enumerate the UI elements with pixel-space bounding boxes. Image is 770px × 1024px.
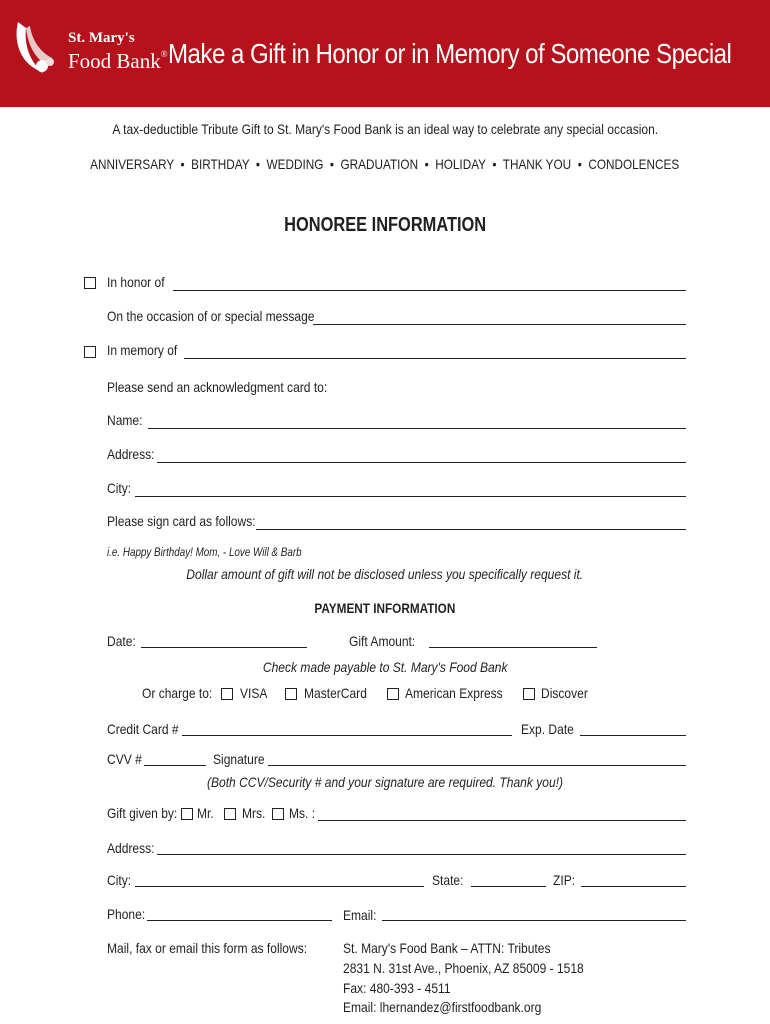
discover-label: Discover: [541, 685, 588, 701]
payment-heading-wrap: [0, 600, 770, 618]
ack-address-label: Address:: [107, 446, 155, 462]
in-honor-field[interactable]: [173, 290, 686, 291]
mr-checkbox[interactable]: [181, 808, 193, 820]
gift-amount-field[interactable]: [429, 647, 597, 648]
mail-line-4[interactable]: Email: lhernandez@firstfoodbank.org: [343, 999, 542, 1015]
ack-address-field[interactable]: [157, 462, 686, 463]
donor-zip-label: ZIP:: [553, 872, 576, 888]
payment-heading: PAYMENT INFORMATION: [314, 600, 456, 616]
ms-checkbox[interactable]: [272, 808, 284, 820]
required-note: (Both CCV/Security # and your signature are required. Thank you!): [206, 774, 564, 790]
credit-card-field[interactable]: [182, 735, 512, 736]
in-honor-checkbox[interactable]: [84, 277, 96, 289]
occasions-list: ANNIVERSARY • BIRTHDAY • WEDDING • GRADUATION • HOLIDAY • THANK YOU • CONDOLENCES: [90, 156, 680, 172]
donor-state-label: State:: [432, 872, 464, 888]
disclosure-wrap: [0, 566, 770, 584]
ms-label: Ms. :: [289, 805, 316, 821]
donor-city-field[interactable]: [135, 886, 424, 887]
ack-name-field[interactable]: [148, 428, 686, 429]
in-honor-label: In honor of: [107, 274, 165, 290]
page-title: Make a Gift in Honor or in Memory of Someone Special: [168, 38, 732, 69]
visa-label: VISA: [240, 685, 268, 701]
occasion-label: On the occasion of or special message: [107, 308, 315, 324]
mail-label: Mail, fax or email this form as follows:: [107, 940, 308, 956]
logo-text-bottom-main: Food Bank: [68, 49, 161, 73]
mail-line-3: Fax: 480-393 - 4511: [343, 980, 451, 996]
sign-field[interactable]: [256, 529, 686, 530]
cvv-label: CVV #: [107, 751, 142, 767]
honoree-heading: HONOREE INFORMATION: [284, 214, 486, 236]
mastercard-label: MasterCard: [304, 685, 367, 701]
cornucopia-icon: [12, 18, 54, 76]
ack-name-label: Name:: [107, 412, 143, 428]
registered-mark: ®: [160, 49, 168, 59]
intro-line: A tax-deductible Tribute Gift to St. Mary's Food Bank is an ideal way to celebrate any special occasion.: [112, 121, 658, 137]
donor-name-field[interactable]: [318, 820, 686, 821]
mail-line-1: St. Mary's Food Bank – ATTN: Tributes: [343, 940, 551, 956]
disclosure-note: Dollar amount of gift will not be disclosed unless you specifically request it.: [186, 566, 584, 582]
in-memory-checkbox[interactable]: [84, 346, 96, 358]
donor-address-label: Address:: [107, 840, 155, 856]
gift-amount-label: Gift Amount:: [349, 633, 416, 649]
date-label: Date:: [107, 633, 136, 649]
charge-label: Or charge to:: [142, 685, 213, 701]
donor-state-field[interactable]: [471, 886, 546, 887]
amex-label: American Express: [405, 685, 503, 701]
in-memory-label: In memory of: [107, 342, 178, 358]
header-banner: [0, 0, 770, 107]
check-note-wrap: [0, 659, 770, 677]
ack-city-label: City:: [107, 480, 132, 496]
ack-city-field[interactable]: [135, 496, 686, 497]
in-memory-field[interactable]: [184, 358, 686, 359]
donor-zip-field[interactable]: [581, 886, 686, 887]
date-field[interactable]: [141, 647, 307, 648]
credit-card-label: Credit Card #: [107, 721, 179, 737]
cvv-field[interactable]: [144, 765, 206, 766]
occasions-wrap: [0, 156, 770, 174]
check-note: Check made payable to St. Mary's Food Bank: [262, 659, 508, 675]
logo-text-top: St. Mary's: [68, 30, 135, 46]
honoree-heading-wrap: [0, 214, 770, 237]
signature-field[interactable]: [268, 765, 686, 766]
donor-email-field[interactable]: [382, 920, 686, 921]
mrs-checkbox[interactable]: [224, 808, 236, 820]
st-marys-logo: [12, 18, 168, 78]
exp-date-field[interactable]: [580, 735, 686, 736]
intro-line-wrap: [0, 121, 770, 139]
mr-label: Mr.: [197, 805, 214, 821]
exp-date-label: Exp. Date: [521, 721, 574, 737]
occasion-field[interactable]: [313, 324, 686, 325]
logo-text-bottom: [68, 49, 168, 74]
amex-checkbox[interactable]: [387, 688, 399, 700]
discover-checkbox[interactable]: [523, 688, 535, 700]
sign-label: Please sign card as follows:: [107, 513, 256, 529]
mrs-label: Mrs.: [242, 805, 266, 821]
mastercard-checkbox[interactable]: [285, 688, 297, 700]
donor-phone-label: Phone:: [107, 906, 146, 922]
donor-email-label: Email:: [343, 907, 377, 923]
ack-label: Please send an acknowledgment card to:: [107, 379, 328, 395]
visa-checkbox[interactable]: [221, 688, 233, 700]
sign-example: i.e. Happy Birthday! Mom, - Love Will & Barb: [107, 545, 302, 559]
donor-address-field[interactable]: [157, 854, 686, 855]
given-by-label: Gift given by:: [107, 805, 178, 821]
donor-city-label: City:: [107, 872, 132, 888]
signature-label: Signature: [213, 751, 265, 767]
mail-line-2: 2831 N. 31st Ave., Phoenix, AZ 85009 - 1518: [343, 960, 584, 976]
donor-phone-field[interactable]: [147, 920, 332, 921]
required-note-wrap: [0, 774, 770, 792]
